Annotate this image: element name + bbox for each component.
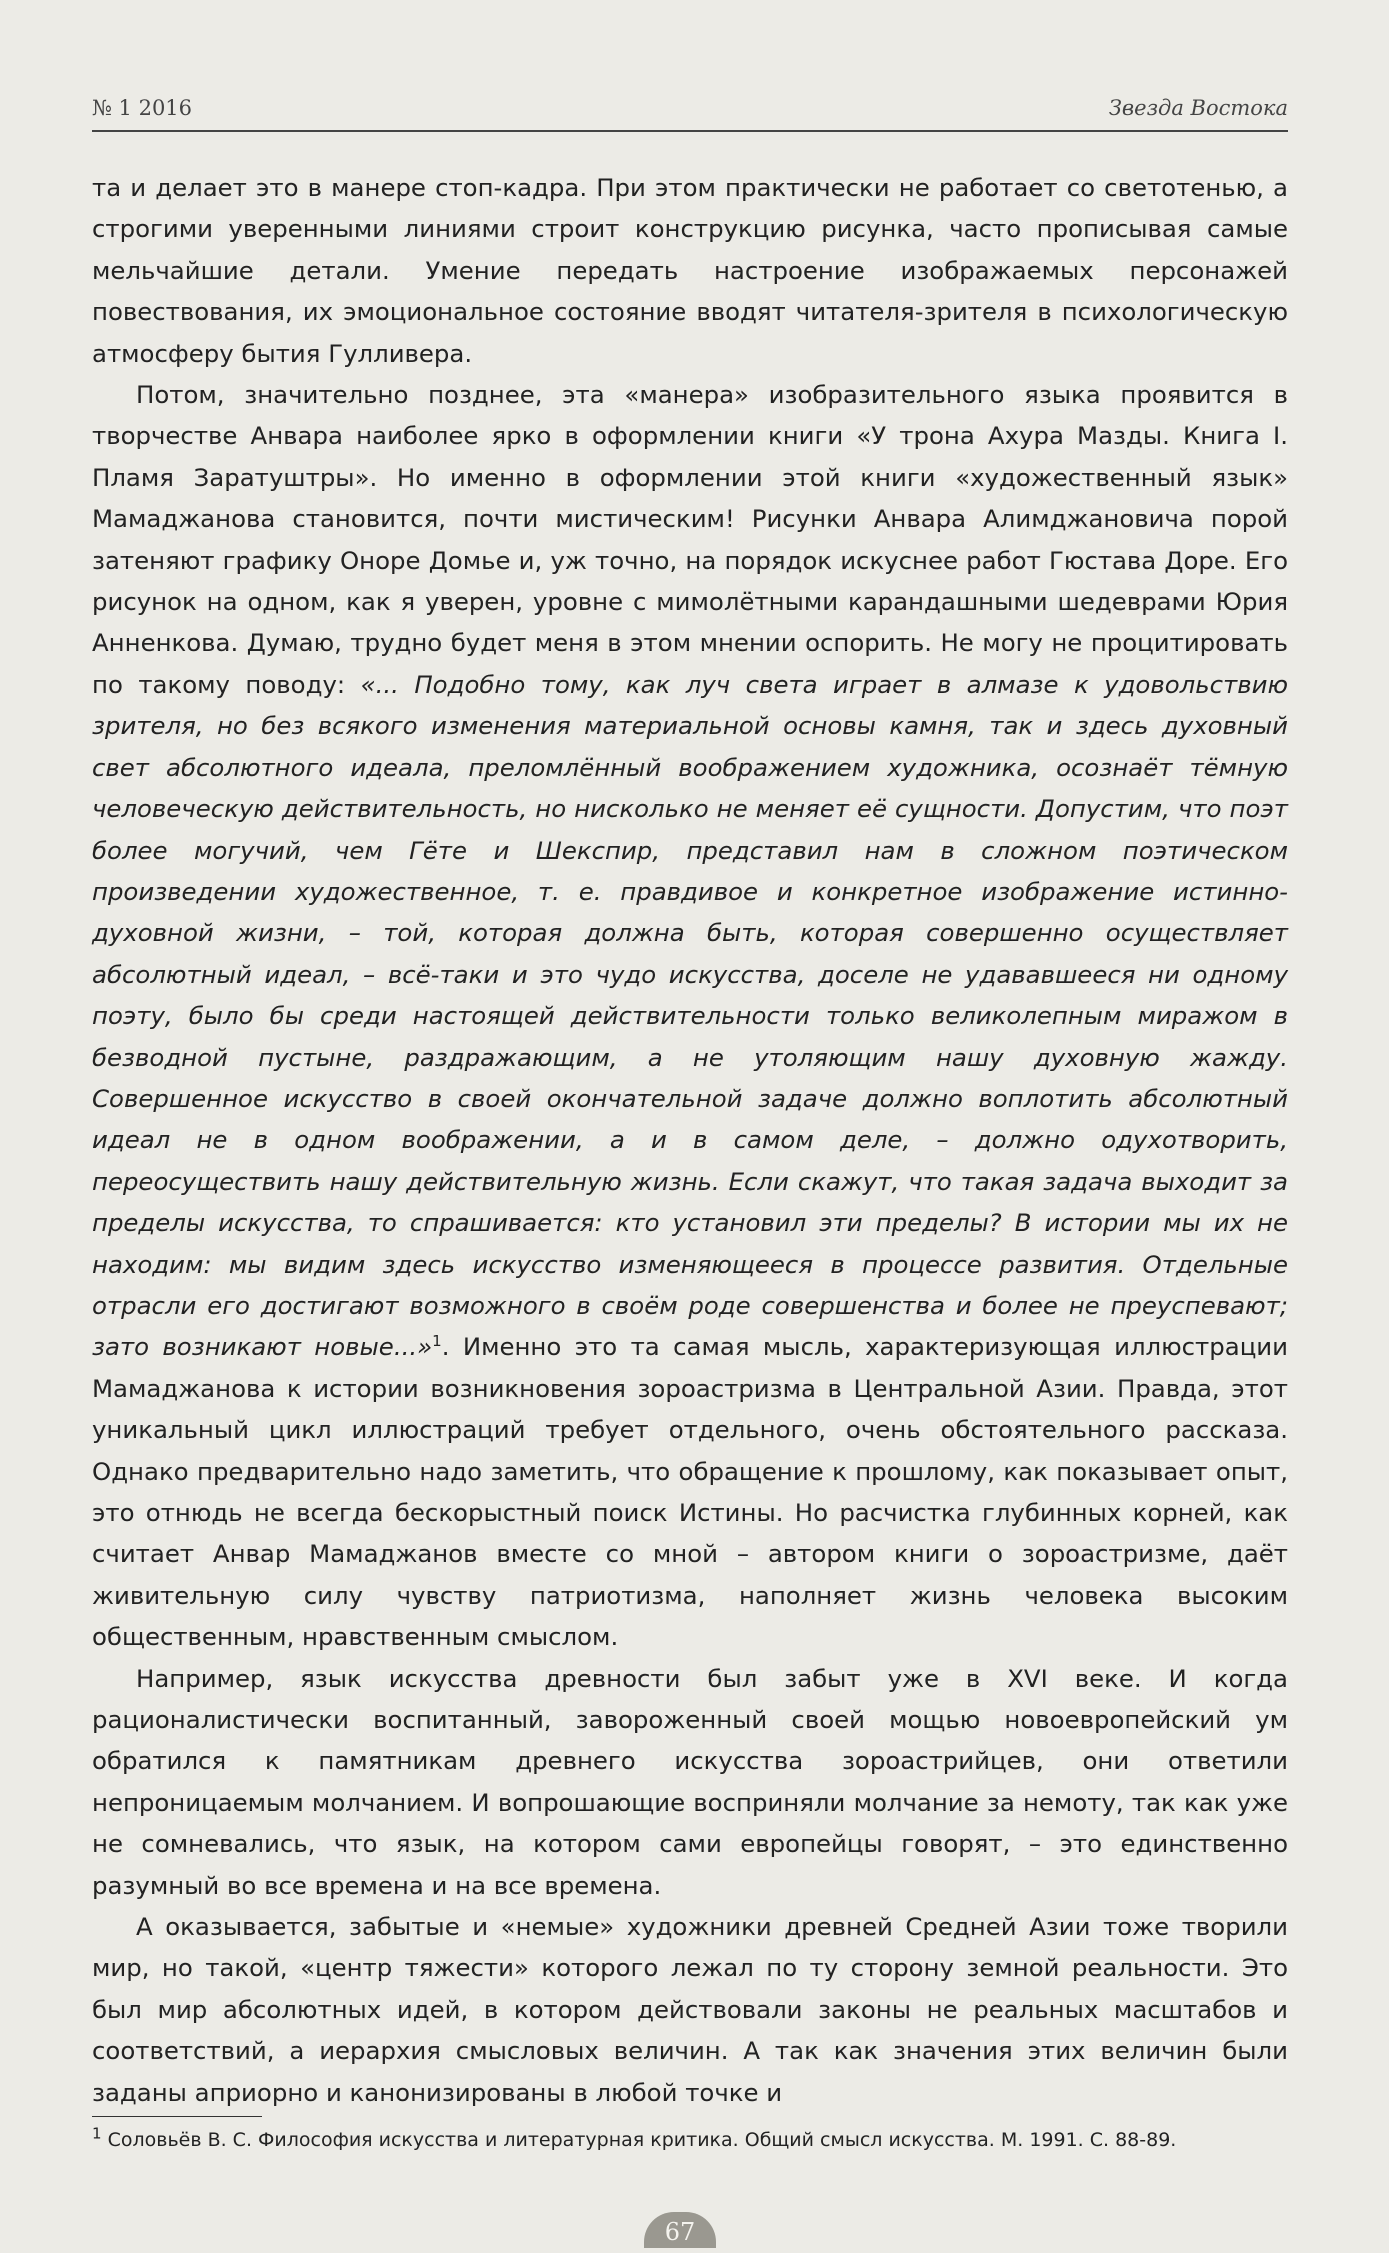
footnote-mark: 1 bbox=[92, 2124, 102, 2143]
article-body bbox=[92, 167, 1288, 2113]
solovyov-quote: «... Подобно тому, как луч света играет в алмазе к удовольствию зрителя, но без всякого изменения материальной основы камня, так и здесь духовный свет абсолютного идеала, преломлённый воображением художника, осознаёт тёмную человеческую действительность, но нисколько не меняет её сущности. Допустим, что поэт более могучий, чем Гёте и Шекспир, представил нам в сложном поэтическом произведении художественное, т. е. правдивое и конкретное изображение истинно-духовной жизни, – той, которая должна быть, которая совершенно осуществляет абсолютный идеал, – всё-таки и это чудо искусства, доселе не удававшееся ни одному поэту, было бы среди настоящей действительности только великолепным миражом в безводной пустыне, раздражающим, а не утоляющим нашу духовную жажду. Совершенное искусство в своей окончательной задаче должно воплотить абсолютный идеал не в одном воображении, а и в самом деле, – должно одухотворить, переосуществить нашу действительную жизнь. Если скажут, что такая задача выходит за пределы искусства, то спрашивается: кто установил эти пределы? В истории мы их не находим: мы видим здесь искусство изменяющееся в процессе развития. Отдельные отрасли его достигают возможного в своём роде совершенства и более не преуспевают; зато возникают новые...» bbox=[92, 669, 1288, 1362]
footnote-divider bbox=[92, 2116, 262, 2117]
footnote bbox=[92, 2125, 1288, 2155]
paragraph-2-intro: Потом, значительно позднее, эта «манера» изобразительного языка проявится в творчестве Анвара наиболее ярко в оформлении книги «У трона Ахура Мазды. Книга I. Пламя Заратуштры». Но именно в оформлении этой книги «художественный язык» Мамаджанова становится, почти мистическим! Рисунки Анвара Алимджановича порой затеняют графику Оноре Домье и, уж точно, на порядок искуснее работ Гюстава Доре. Его рисунок на одном, как я уверен, уровне с мимолётными карандашными шедеврами Юрия Анненкова. Думаю, трудно будет меня в этом мнении оспорить. Не могу не процитировать по такому поводу: bbox=[92, 380, 1288, 699]
paragraph-1: та и делает это в манере стоп-кадра. При этом практически не работает со светотенью, а строгими уверенными линиями строит конструкцию рисунка, часто прописывая самые мельчайшие детали. Умение передать настроение изображаемых персонажей повествования, их эмоциональное состояние вводят читателя-зрителя в психологическую атмосферу бытия Гулливера. bbox=[92, 173, 1288, 368]
issue-number: № 1 2016 bbox=[92, 96, 193, 120]
magazine-title: Звезда Востока bbox=[1108, 96, 1288, 120]
paragraph-4: А оказывается, забытые и «немые» художники древней Средней Азии тоже творили мир, но такой, «центр тяжести» которого лежал по ту сторону земной реальности. Это был мир абсолютных идей, в котором действовали законы не реальных масштабов и соответствий, а иерархия смысловых величин. А так как значения этих величин были заданы априорно и канонизированы в любой точке и bbox=[92, 1912, 1288, 2107]
paragraph-3: Например, язык искусства древности был забыт уже в XVI веке. И когда рационалистически воспитанный, завороженный своей мощью новоевропейский ум обратился к памятникам древнего искусства зороастрийцев, они ответили непроницаемым молчанием. И вопрошающие восприняли молчание за немоту, так как уже не сомневались, что язык, на котором сами европейцы говорят, – это единственно разумный во все времена и на все времена. bbox=[92, 1663, 1288, 1900]
running-header bbox=[92, 96, 1288, 132]
footnote-text: Соловьёв В. С. Философия искусства и литературная критика. Общий смысл искусства. М. 1991. С. 88-89. bbox=[101, 2129, 1177, 2151]
paragraph-2 bbox=[92, 374, 1288, 1658]
footnote-reference: 1 bbox=[432, 1332, 442, 1351]
paragraph-2-continuation: . Именно это та самая мысль, характеризующая иллюстрации Мамаджанова к истории возникновения зороастризма в Центральной Азии. Правда, этот уникальный цикл иллюстраций требует отдельного, очень обстоятельного рассказа. Однако предварительно надо заметить, что обращение к прошлому, как показывает опыт, это отнюдь не всегда бескорыстный поиск Истины. Но расчистка глубинных корней, как считает Анвар Мамаджанов вместе со мной – автором книги о зороастризме, даёт живительную силу чувству патриотизма, наполняет жизнь человека высоким общественным, нравственным смыслом. bbox=[92, 1332, 1289, 1652]
page-number: 67 bbox=[644, 2212, 716, 2248]
